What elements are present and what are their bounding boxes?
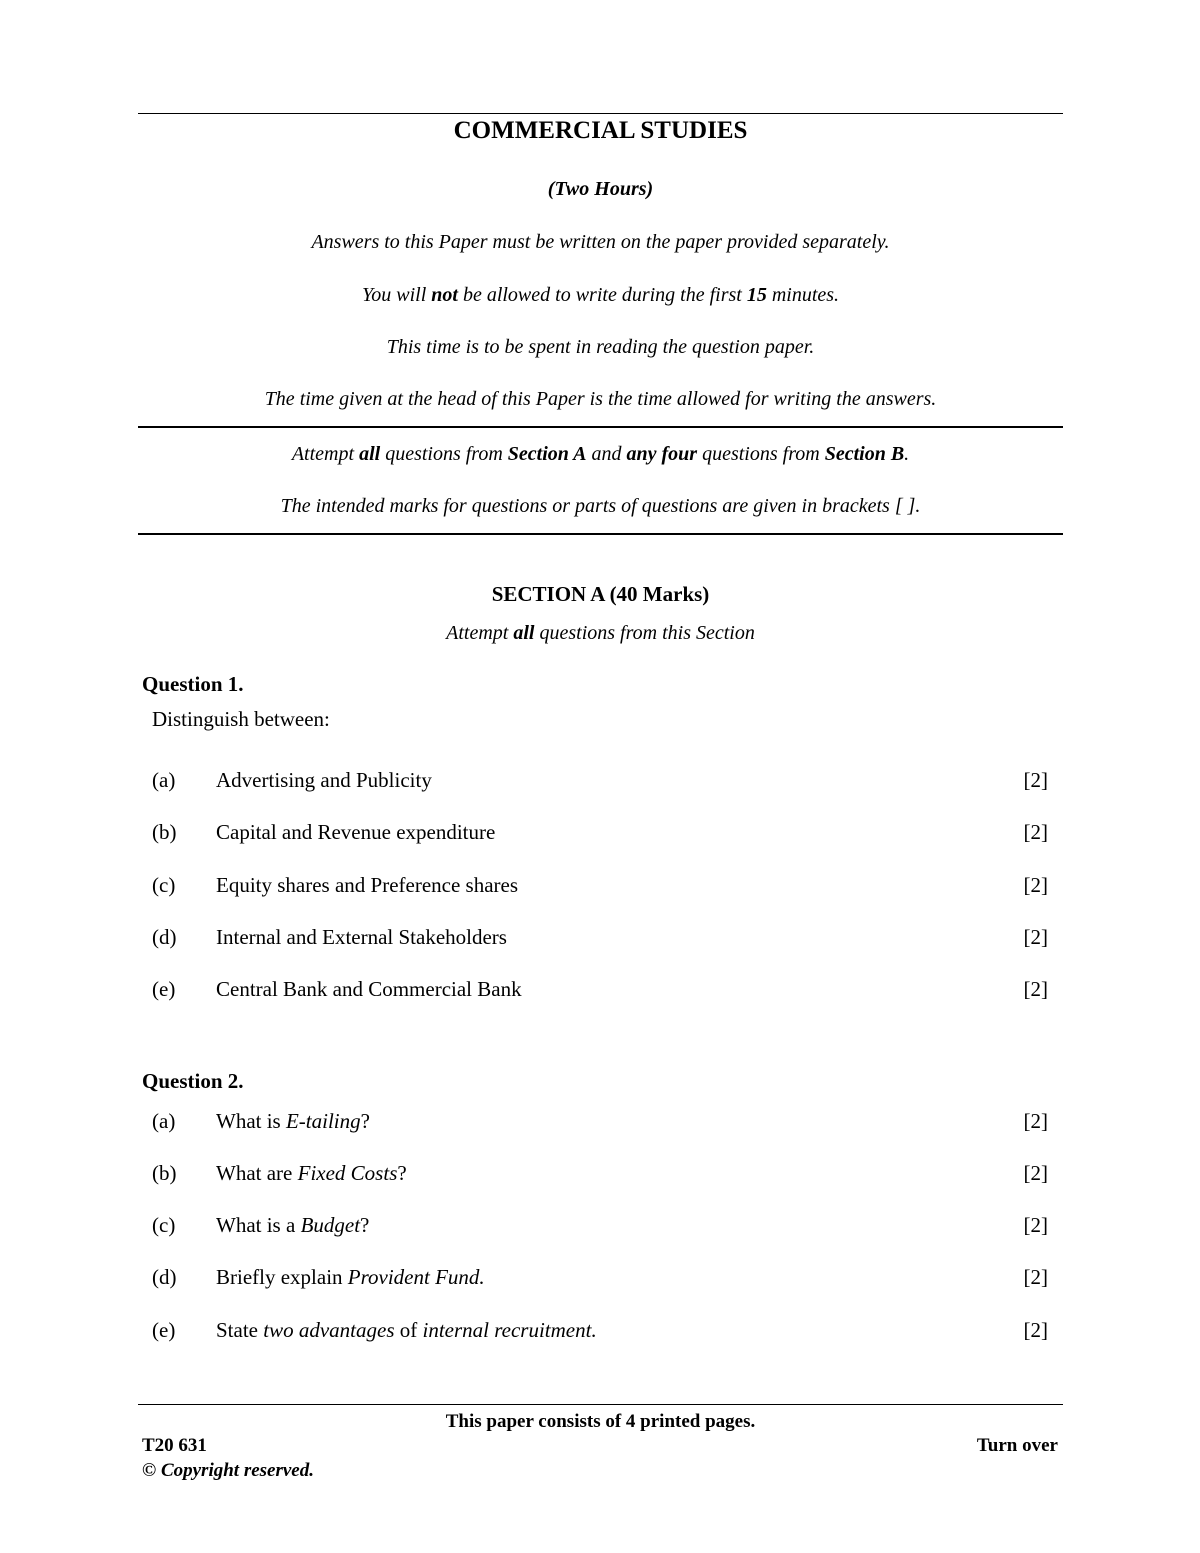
item-text: Capital and Revenue expenditure xyxy=(216,820,496,844)
item-text: What is a Budget? xyxy=(216,1213,370,1237)
item-label: (a) xyxy=(152,1109,176,1133)
item-marks: [2] xyxy=(1023,1318,1048,1342)
item-label: (d) xyxy=(152,925,177,949)
attempt-box-bottom-rule xyxy=(138,533,1063,535)
item-text: Internal and External Stakeholders xyxy=(216,925,507,949)
question-2-item-e xyxy=(138,1318,1063,1348)
question-1-item-e xyxy=(138,977,1063,1007)
instruction-reading-purpose: This time is to be spent in reading the question paper. xyxy=(386,336,815,358)
item-marks: [2] xyxy=(1023,1161,1048,1185)
attempt-instruction: Attempt all questions from Section A and any four questions from Section B. xyxy=(291,443,910,465)
instruction-reading-time: You will not be allowed to write during the first 15 minutes. xyxy=(361,284,840,306)
item-label: (b) xyxy=(152,820,177,844)
item-marks: [2] xyxy=(1023,1213,1048,1237)
item-label: (e) xyxy=(152,977,176,1001)
footer-rule xyxy=(138,1404,1063,1405)
question-2-item-b xyxy=(138,1161,1063,1191)
item-text: State two advantages of internal recruitment. xyxy=(216,1318,597,1342)
item-text: What are Fixed Costs? xyxy=(216,1161,407,1185)
attempt-box-top-rule xyxy=(138,426,1063,428)
item-label: (e) xyxy=(152,1318,176,1342)
item-marks: [2] xyxy=(1023,873,1048,897)
item-text: Briefly explain Provident Fund. xyxy=(216,1265,485,1289)
item-label: (b) xyxy=(152,1161,177,1185)
item-marks: [2] xyxy=(1023,925,1048,949)
turn-over-note: Turn over xyxy=(976,1435,1058,1456)
question-1-item-a xyxy=(138,768,1063,798)
item-label: (a) xyxy=(152,768,176,792)
item-text: Equity shares and Preference shares xyxy=(216,873,519,897)
question-2-item-a xyxy=(138,1109,1063,1139)
item-label: (c) xyxy=(152,873,176,897)
instruction-answers: Answers to this Paper must be written on the paper provided separately. xyxy=(311,231,890,253)
item-marks: [2] xyxy=(1023,768,1048,792)
item-text: Central Bank and Commercial Bank xyxy=(216,977,522,1001)
item-label: (d) xyxy=(152,1265,177,1289)
paper-code: T20 631 xyxy=(142,1435,207,1456)
question-1-item-b xyxy=(138,820,1063,850)
question-2-title: Question 2. xyxy=(142,1069,244,1093)
duration: (Two Hours) xyxy=(547,178,654,200)
item-label: (c) xyxy=(152,1213,176,1237)
copyright-note: © Copyright reserved. xyxy=(142,1460,314,1481)
question-2-item-d xyxy=(138,1265,1063,1295)
paper-title: COMMERCIAL STUDIES xyxy=(453,117,748,144)
item-marks: [2] xyxy=(1023,1109,1048,1133)
marks-instruction: The intended marks for questions or parts of questions are given in brackets [ ]. xyxy=(280,495,921,517)
question-1-item-c xyxy=(138,873,1063,903)
pages-note: This paper consists of 4 printed pages. xyxy=(445,1411,756,1432)
item-text: What is E-tailing? xyxy=(216,1109,370,1133)
section-a-title: SECTION A (40 Marks) xyxy=(491,582,710,606)
question-1-item-d xyxy=(138,925,1063,955)
section-a-subtitle: Attempt all questions from this Section xyxy=(446,622,755,644)
top-rule xyxy=(138,113,1063,114)
question-1-lead: Distinguish between: xyxy=(152,707,330,731)
question-2-item-c xyxy=(138,1213,1063,1243)
item-marks: [2] xyxy=(1023,977,1048,1001)
question-1-title: Question 1. xyxy=(142,672,244,696)
item-marks: [2] xyxy=(1023,820,1048,844)
item-text: Advertising and Publicity xyxy=(216,768,432,792)
item-marks: [2] xyxy=(1023,1265,1048,1289)
instruction-time-allowed: The time given at the head of this Paper is the time allowed for writing the answers. xyxy=(264,388,937,410)
